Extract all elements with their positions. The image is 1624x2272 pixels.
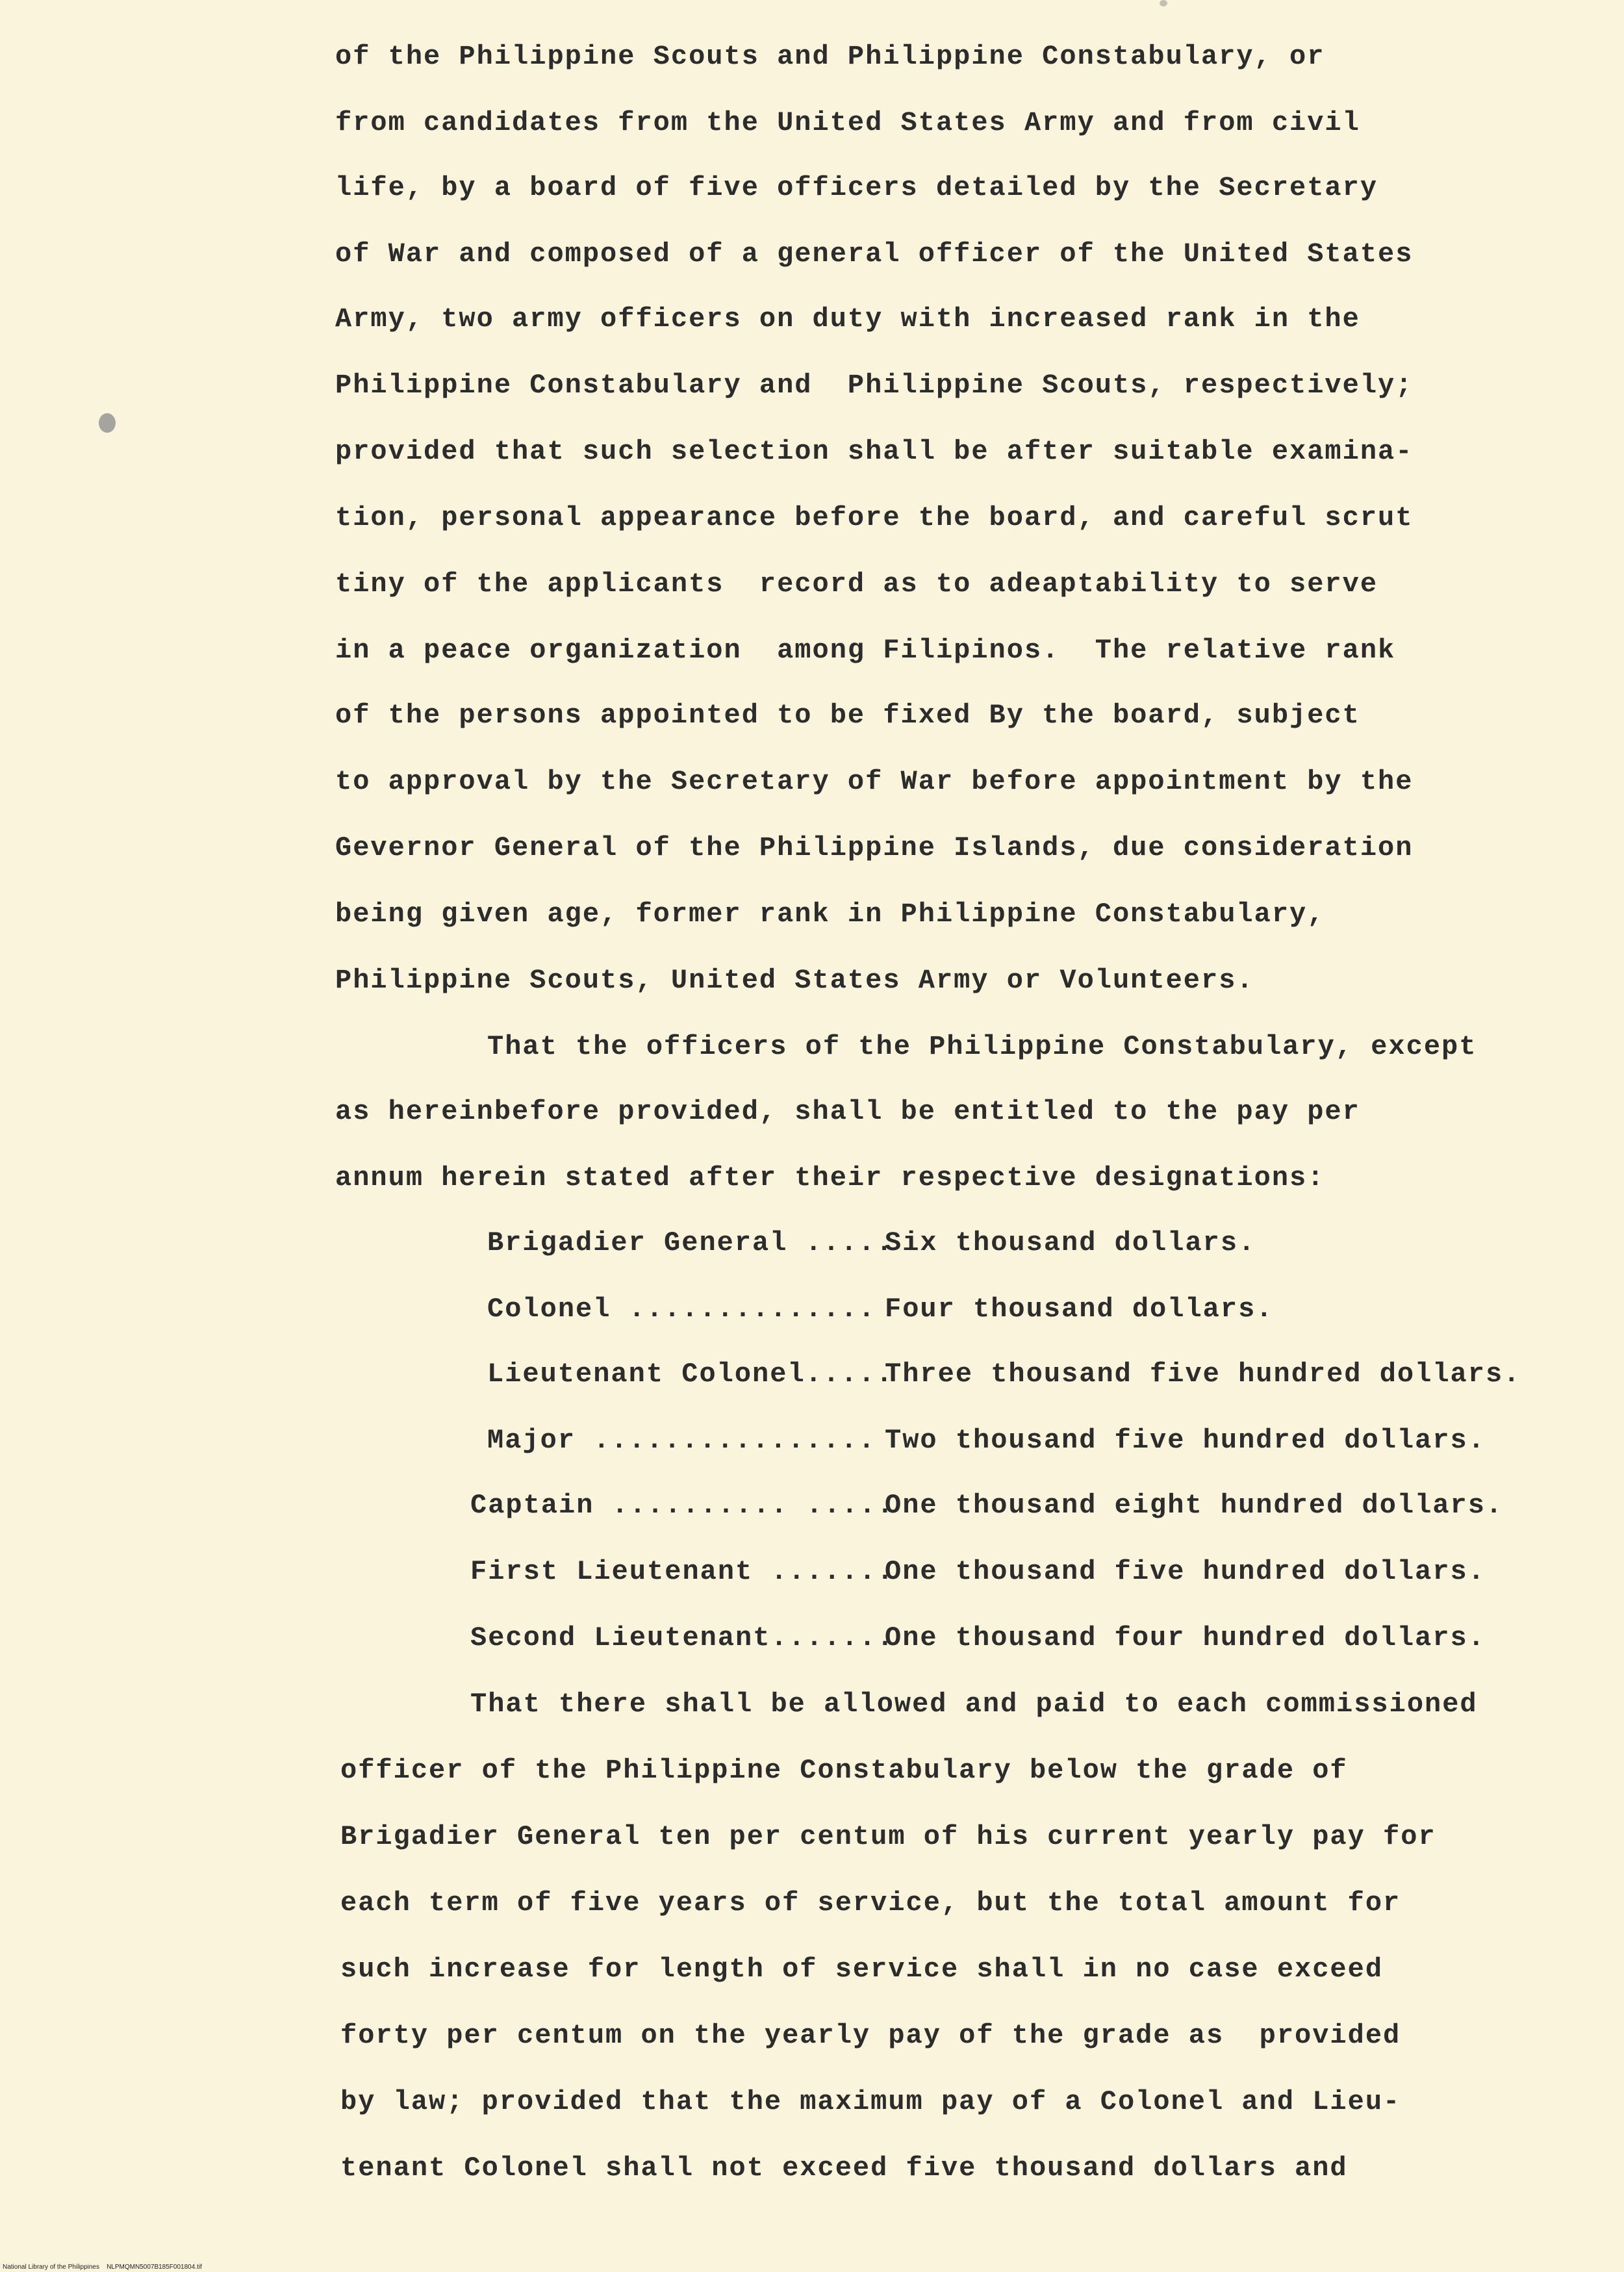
body-line: tenant Colonel shall not exceed five thousand dollars and [340,2152,1348,2184]
body-line: provided that such selection shall be after suitable examina- [335,436,1414,467]
body-line: such increase for length of service shall in no case exceed [340,1954,1384,1985]
body-line: Philippine Scouts, United States Army or Volunteers. [335,965,1254,996]
body-line: Army, two army officers on duty with increased rank in the [335,303,1360,335]
body-line: forty per centum on the yearly pay of the grade as provided [340,2020,1401,2051]
pay-rank: Captain .......... ..... [470,1490,894,1521]
pay-amount: One thousand eight hundred dollars. [885,1490,1504,1521]
body-line: in a peace organization among Filipinos. The relative rank [335,635,1396,666]
body-line: life, by a board of five officers detailed by the Secretary [335,172,1378,203]
pay-amount: One thousand four hundred dollars. [885,1622,1486,1653]
paragraph-start-line: That there shall be allowed and paid to each commissioned [470,1689,1478,1720]
pay-rank: Lieutenant Colonel..... [487,1359,894,1390]
body-line: annum herein stated after their respective designations: [335,1162,1325,1193]
pay-rank: Second Lieutenant....... [470,1622,894,1653]
body-line: tion, personal appearance before the board, and careful scrut [335,502,1414,533]
ink-stain [99,413,116,433]
pay-amount: Two thousand five hundred dollars. [885,1425,1486,1456]
pay-rank: Colonel .............. [487,1294,876,1325]
pay-amount: Six thousand dollars. [885,1227,1256,1258]
pay-amount: One thousand five hundred dollars. [885,1556,1486,1587]
paragraph-start-line: That the officers of the Philippine Constabulary, except [487,1031,1477,1062]
pay-rank: Major ................ [487,1425,876,1456]
pay-amount: Three thousand five hundred dollars. [885,1359,1521,1390]
body-line: Gevernor General of the Philippine Islands, due consideration [335,832,1414,863]
archive-footer: National Library of the Philippines NLPMQMN5007B185F001804.tif [3,2264,202,2271]
ink-speck [1160,0,1167,6]
body-line: of the persons appointed to be fixed By the board, subject [335,700,1360,731]
body-line: tiny of the applicants record as to adeaptability to serve [335,568,1378,600]
body-line: by law; provided that the maximum pay of a Colonel and Lieu- [340,2086,1401,2117]
body-line: of War and composed of a general officer of the United States [335,238,1414,270]
body-line: officer of the Philippine Constabulary below the grade of [340,1755,1348,1786]
pay-amount: Four thousand dollars. [885,1294,1274,1325]
pay-rank: First Lieutenant ....... [470,1556,894,1587]
body-line: to approval by the Secretary of War before appointment by the [335,766,1414,797]
body-line: being given age, former rank in Philippine Constabulary, [335,899,1325,930]
body-line: Philippine Constabulary and Philippine Scouts, respectively; [335,370,1414,401]
body-line: as hereinbefore provided, shall be entitled to the pay per [335,1096,1360,1127]
pay-rank: Brigadier General ..... [487,1227,894,1258]
body-line: of the Philippine Scouts and Philippine Constabulary, or [335,41,1325,72]
body-line: each term of five years of service, but the total amount for [340,1887,1401,1919]
body-line: from candidates from the United States Army and from civil [335,107,1360,138]
body-line: Brigadier General ten per centum of his current yearly pay for [340,1821,1436,1852]
